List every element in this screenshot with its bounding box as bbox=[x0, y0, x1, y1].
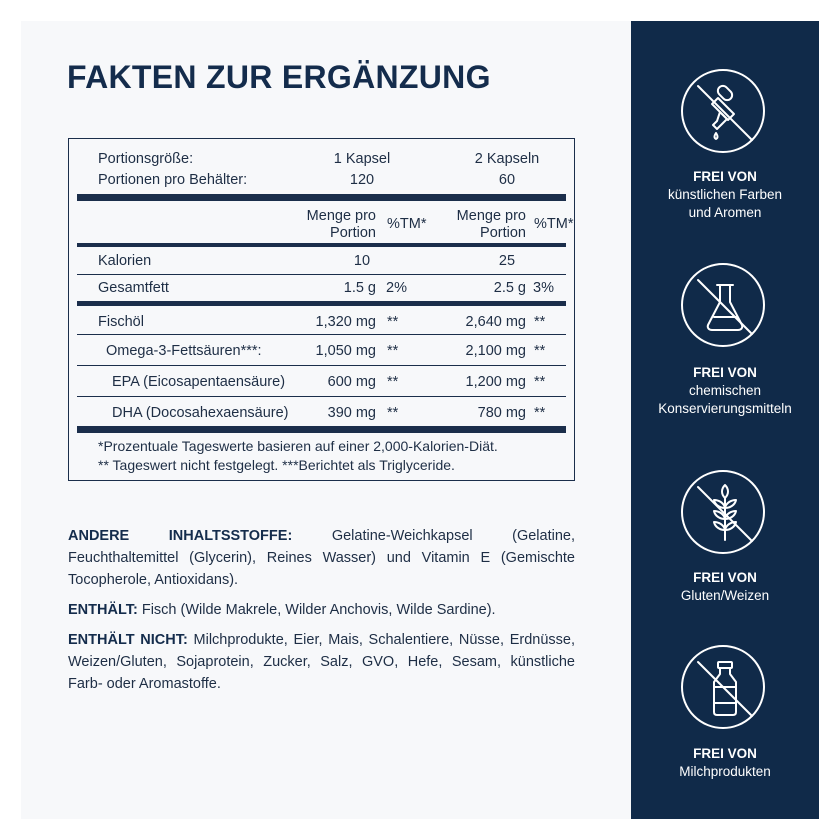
contains-text: Fisch (Wilde Makrele, Wilder Anchovis, Wilde Sardine). bbox=[141, 602, 496, 618]
amount-header-1a: Menge pro bbox=[306, 208, 376, 224]
badge-line1-preservatives: chemischen bbox=[688, 383, 762, 398]
row-amount2-fish-oil: 2,640 mg bbox=[465, 314, 526, 330]
flask-icon bbox=[681, 263, 765, 347]
dropper-icon bbox=[681, 69, 765, 153]
row-amount1-total-fat: 1.5 g bbox=[343, 280, 376, 296]
row-amount2-dha: 780 mg bbox=[477, 405, 526, 421]
row-amount2-calories: 25 bbox=[498, 253, 516, 269]
amount-header-1b: Portion bbox=[330, 225, 376, 241]
badge-line1-dairy: Milchprodukten bbox=[679, 764, 771, 779]
row-dv1-fish-oil: ** bbox=[387, 314, 399, 330]
servings-2: 60 bbox=[498, 172, 516, 188]
contains-not-text: Milchprodukte, Eier, Mais, Schalentiere, Nüsse, Erdnüsse, Weizen/Gluten, Sojaprotein, Zucker, Salz, GVO, Hefe, Sesam, künstliche Farb- oder Aromastoffe. bbox=[68, 632, 575, 692]
contains-not bbox=[68, 629, 575, 695]
page bbox=[21, 21, 819, 819]
badge-title-dairy: FREI VON bbox=[693, 746, 757, 761]
contains bbox=[68, 599, 575, 621]
row-dv2-dha: ** bbox=[534, 405, 546, 421]
milk-bottle-icon bbox=[681, 645, 765, 729]
row-dv2-omega3: ** bbox=[534, 343, 546, 359]
row-divider bbox=[77, 334, 566, 335]
serving-size-1: 1 Kapsel bbox=[333, 151, 391, 167]
section-divider bbox=[77, 301, 566, 306]
badge-line1-gluten: Gluten/Weizen bbox=[680, 588, 770, 603]
servings-label: Portionen pro Behälter: bbox=[98, 172, 248, 188]
header-divider bbox=[77, 243, 566, 247]
row-amount2-epa: 1,200 mg bbox=[465, 374, 526, 390]
row-divider bbox=[77, 396, 566, 397]
row-dv1-epa: ** bbox=[387, 374, 399, 390]
row-divider bbox=[77, 365, 566, 366]
row-dv2-fish-oil: ** bbox=[534, 314, 546, 330]
footer-divider bbox=[77, 426, 566, 433]
row-amount2-total-fat: 2.5 g bbox=[493, 280, 526, 296]
thick-divider bbox=[77, 194, 566, 201]
amount-header-2a: Menge pro bbox=[456, 208, 526, 224]
row-amount1-epa: 600 mg bbox=[327, 374, 376, 390]
free-from-sidebar bbox=[631, 21, 819, 819]
footnote-not-established: ** Tageswert nicht festgelegt. ***Berichtet als Triglyceride. bbox=[98, 457, 455, 473]
ingredients-section bbox=[68, 525, 575, 703]
row-label-total-fat: Gesamtfett bbox=[98, 280, 169, 296]
page-title: FAKTEN ZUR ERGÄNZUNG bbox=[67, 59, 491, 95]
row-label-omega3: Omega-3-Fettsäuren***: bbox=[106, 343, 262, 359]
badge-line2-colors: und Aromen bbox=[688, 205, 762, 220]
badge-title-colors: FREI VON bbox=[693, 169, 757, 184]
footnote-daily-value: *Prozentuale Tageswerte basieren auf einer 2,000-Kalorien-Diät. bbox=[98, 438, 498, 454]
row-dv1-omega3: ** bbox=[387, 343, 399, 359]
contains-not-label: ENTHÄLT NICHT: bbox=[68, 632, 188, 648]
row-label-epa: EPA (Eicosapentaensäure) bbox=[112, 374, 286, 390]
badge-line1-colors: künstlichen Farben bbox=[667, 187, 783, 202]
dv-header-1: %TM* bbox=[387, 216, 427, 232]
row-amount1-calories: 10 bbox=[353, 253, 371, 269]
other-ingredients bbox=[68, 525, 575, 591]
row-label-dha: DHA (Docosahexaensäure) bbox=[112, 405, 289, 421]
row-label-fish-oil: Fischöl bbox=[98, 314, 144, 330]
serving-size-label: Portionsgröße: bbox=[98, 151, 194, 167]
row-amount1-dha: 390 mg bbox=[327, 405, 376, 421]
other-ingredients-text: Gelatine-Weichkapsel (Gelatine, Feuchthaltemittel (Glycerin), Reines Wasser) und Vitamin E (Gemischte Tocopherole, Antioxidans). bbox=[68, 528, 575, 588]
amount-header-2b: Portion bbox=[480, 225, 526, 241]
badge-title-gluten: FREI VON bbox=[693, 570, 757, 585]
row-dv2-epa: ** bbox=[534, 374, 546, 390]
wheat-icon bbox=[681, 470, 765, 554]
row-amount2-omega3: 2,100 mg bbox=[465, 343, 526, 359]
row-label-calories: Kalorien bbox=[98, 253, 152, 269]
badge-title-preservatives: FREI VON bbox=[693, 365, 757, 380]
supplement-facts-table bbox=[68, 138, 575, 481]
contains-label: ENTHÄLT: bbox=[68, 602, 138, 618]
dv-header-2: %TM* bbox=[534, 216, 574, 232]
row-amount1-omega3: 1,050 mg bbox=[315, 343, 376, 359]
badge-line2-preservatives: Konservierungsmitteln bbox=[658, 401, 792, 416]
other-ingredients-label: ANDERE INHALTSSTOFFE: bbox=[68, 528, 293, 544]
row-divider bbox=[77, 274, 566, 275]
row-dv2-total-fat: 3% bbox=[533, 280, 554, 296]
serving-size-2: 2 Kapseln bbox=[474, 151, 540, 167]
row-amount1-fish-oil: 1,320 mg bbox=[315, 314, 376, 330]
servings-1: 120 bbox=[349, 172, 375, 188]
row-dv1-total-fat: 2% bbox=[386, 280, 407, 296]
row-dv1-dha: ** bbox=[387, 405, 399, 421]
